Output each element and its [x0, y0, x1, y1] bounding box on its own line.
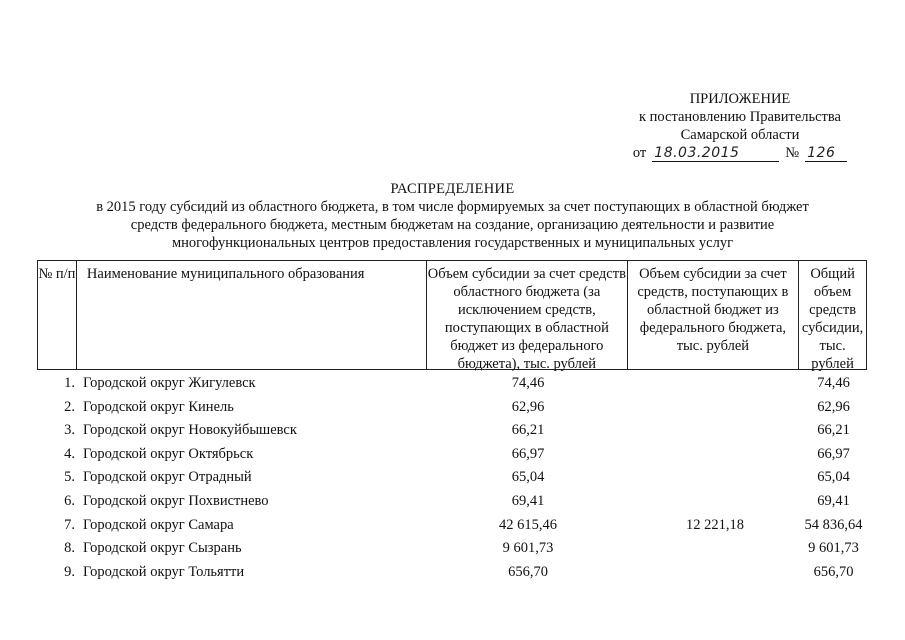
header-regional-subsidy: Объем субсидии за счет средств областного бюджета (за исключением средств, поступающих в областной бюджет из федерального бюджета), тыс. рублей [427, 261, 628, 369]
document-title [0, 180, 905, 252]
row-number: 7. [64, 516, 75, 533]
row-regional-value: 9 601,73 [502, 540, 554, 557]
appendix-line-2: Самарской области [680, 127, 800, 143]
row-number: 4. [64, 445, 75, 462]
table-body [37, 374, 867, 586]
row-regional-value: 69,41 [511, 492, 545, 509]
row-regional-value: 42 615,46 [499, 516, 557, 533]
header-total-subsidy: Общий объем средств субсидии, тыс. рублей [801, 266, 864, 372]
row-number: 3. [64, 422, 75, 439]
row-total-value: 74,46 [817, 375, 850, 391]
row-total-value: 54 836,64 [804, 516, 863, 533]
number-label: № [785, 145, 800, 161]
row-regional-value: 66,97 [511, 445, 545, 462]
handwritten-number: 126 [805, 145, 847, 162]
title-heading: РАСПРЕДЕЛЕНИЕ [390, 181, 515, 197]
row-total-value: 69,41 [817, 492, 850, 509]
header-federal-subsidy: Объем субсидии за счет средств, поступающих в областной бюджет из федерального бюджета, тыс. рублей [628, 261, 800, 369]
from-label: от [632, 145, 647, 161]
row-regional-value: 62,96 [511, 398, 545, 415]
row-regional-value: 656,70 [508, 563, 548, 580]
table-row [37, 563, 867, 587]
title-line-2: средств федерального бюджета, местным бюджетам на создание, организацию деятельности и развитие [130, 217, 775, 233]
row-name: Городской округ Самара [83, 516, 234, 533]
row-name: Городской округ Тольятти [83, 563, 245, 580]
row-number: 5. [64, 469, 75, 486]
row-total-value: 65,04 [817, 469, 850, 486]
row-total-value: 62,96 [817, 398, 850, 415]
row-number: 9. [64, 563, 75, 580]
row-number: 8. [64, 540, 75, 557]
row-name: Городской округ Жигулевск [83, 375, 256, 391]
row-federal-value: 12 221,18 [686, 516, 744, 533]
row-regional-value: 66,21 [511, 422, 545, 439]
row-name: Городской округ Новокуйбышевск [83, 422, 297, 439]
title-line-1: в 2015 году субсидий из областного бюджета, в том числе формируемых за счет поступающих в областной бюджет [96, 199, 809, 215]
row-number: 6. [64, 492, 75, 509]
table-row [37, 398, 867, 422]
table-row [37, 421, 867, 445]
table-header [37, 260, 867, 370]
row-number: 1. [64, 375, 75, 391]
row-number: 2. [64, 398, 75, 415]
table-row [37, 468, 867, 492]
header-number: № п/п [38, 261, 77, 369]
table-row [37, 539, 867, 563]
handwritten-date: 18.03.2015 [652, 145, 779, 162]
table-row [37, 374, 867, 398]
row-name: Городской округ Сызрань [83, 540, 242, 557]
row-name: Городской округ Октябрьск [83, 445, 254, 462]
table-row [37, 445, 867, 469]
header-municipality-name: Наименование муниципального образования [77, 261, 427, 369]
table-row [37, 492, 867, 516]
row-total-value: 66,21 [817, 422, 850, 439]
row-name: Городской округ Кинель [83, 398, 234, 415]
row-total-value: 656,70 [813, 563, 854, 580]
title-line-3: многофункциональных центров предоставления государственных и муниципальных услуг [171, 235, 734, 251]
appendix-line-1: к постановлению Правительства [639, 109, 841, 125]
table-row [37, 516, 867, 540]
row-name: Городской округ Похвистнево [83, 492, 269, 509]
order-date-line [610, 144, 870, 162]
appendix-block [610, 90, 870, 162]
appendix-title: ПРИЛОЖЕНИЕ [689, 91, 791, 107]
row-regional-value: 65,04 [511, 469, 545, 486]
row-regional-value: 74,46 [511, 375, 545, 391]
row-total-value: 66,97 [817, 445, 850, 462]
row-name: Городской округ Отрадный [83, 469, 252, 486]
row-total-value: 9 601,73 [808, 540, 859, 557]
